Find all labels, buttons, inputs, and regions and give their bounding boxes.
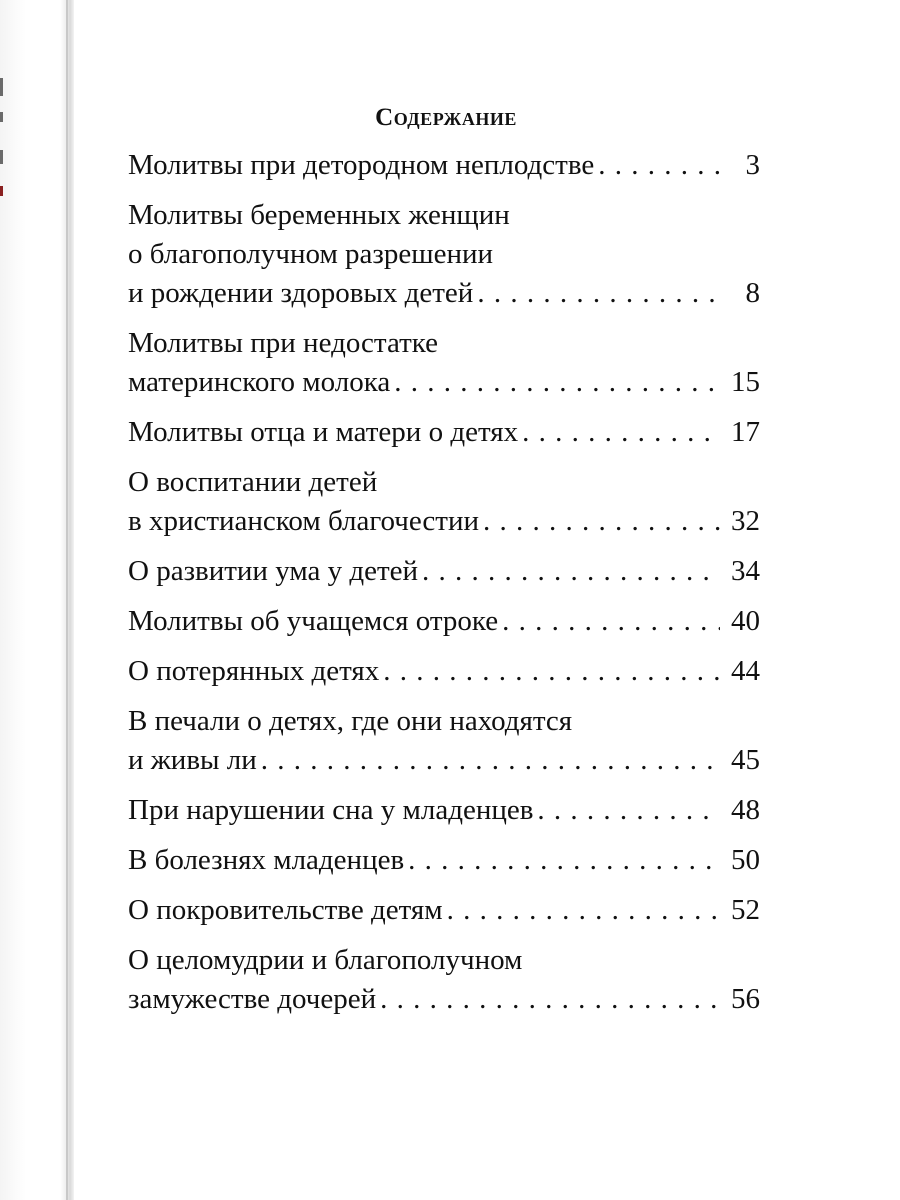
toc-entry-title-line: и живы ли [128, 744, 257, 776]
toc-entry-last-line [128, 741, 760, 780]
toc-page-number: 40 [731, 605, 760, 637]
toc-entry-title-line: О воспитании детей [128, 466, 378, 498]
toc-entry-title-line: Молитвы при недостатке [128, 327, 438, 359]
toc-page-number: 45 [731, 744, 760, 776]
toc-entry-last-line [128, 363, 760, 402]
dot-leader [379, 652, 720, 691]
toc-entry-title-line: о благополучном разрешении [128, 238, 494, 270]
edge-mark [0, 186, 3, 196]
toc-entry [128, 702, 760, 780]
toc-entry [128, 552, 760, 591]
dot-leader [594, 146, 720, 185]
toc-entry [128, 791, 760, 830]
dot-leader [479, 502, 720, 541]
toc-entry-title-line: О развитии ума у детей [128, 555, 419, 587]
toc-entry-last-line [128, 652, 760, 691]
toc-page-number: 44 [731, 655, 760, 687]
dot-leader [498, 602, 720, 641]
toc-entry-title-line: в христианском благочестии [128, 505, 480, 537]
toc-page-number: 3 [745, 149, 760, 181]
toc-entry-title-line: О покровительстве детям [128, 894, 443, 926]
toc-entry [128, 891, 760, 930]
toc-page-number: 48 [731, 794, 760, 826]
edge-mark [0, 150, 3, 164]
toc-entry-title-line: материнского молока [128, 366, 391, 398]
toc-entry-last-line [128, 274, 760, 313]
toc-entry [128, 146, 760, 185]
toc-entry-title-line: Молитвы беременных женщин [128, 199, 510, 231]
dot-leader [518, 413, 720, 452]
toc-page-number: 52 [731, 894, 760, 926]
toc-entry-title-line: замужестве дочерей [128, 983, 377, 1015]
toc-page-number: 34 [731, 555, 760, 587]
binding-gutter [0, 0, 74, 1200]
toc-entry-title-line: Молитвы отца и матери о детях [128, 416, 519, 448]
toc-entry [128, 324, 760, 402]
toc-entry-title-line: О целомудрии и благополучном [128, 944, 523, 976]
toc-entry-title-line: При нарушении сна у младенцев [128, 794, 534, 826]
toc-entry-last-line [128, 602, 760, 641]
toc-entry-last-line [128, 891, 760, 930]
toc-page-number: 17 [731, 416, 760, 448]
dot-leader [390, 363, 720, 402]
dot-leader [404, 841, 720, 880]
toc-title: Содержание [375, 104, 517, 131]
toc-page-number: 8 [745, 277, 760, 309]
toc-entry-last-line [128, 980, 760, 1019]
toc-entry [128, 941, 760, 1019]
toc-entry-title-line: О потерянных детях [128, 655, 380, 687]
toc-page-number: 50 [731, 844, 760, 876]
toc-entry [128, 652, 760, 691]
toc-entry-title-line: В болезнях младенцев [128, 844, 405, 876]
toc-entry-last-line [128, 841, 760, 880]
dot-leader [257, 741, 720, 780]
toc-entry-title-line: Молитвы об учащемся отроке [128, 605, 499, 637]
dot-leader [443, 891, 720, 930]
toc-entry-last-line [128, 791, 760, 830]
dot-leader [376, 980, 720, 1019]
toc-page-number: 15 [731, 366, 760, 398]
edge-mark [0, 78, 3, 96]
dot-leader [473, 274, 720, 313]
edge-mark [0, 112, 3, 122]
toc-entry [128, 463, 760, 541]
toc-entry-title-line: и рождении здоровых детей [128, 277, 474, 309]
toc-entry-title-line: В печали о детях, где они находятся [128, 705, 573, 737]
toc-entries [128, 146, 760, 1019]
toc-entry-last-line [128, 413, 760, 452]
toc-entry-last-line [128, 552, 760, 591]
toc-entry-title-line: Молитвы при детородном неплодстве [128, 149, 595, 181]
toc-page-number: 56 [731, 983, 760, 1015]
toc-entry [128, 841, 760, 880]
toc-entry-last-line [128, 146, 760, 185]
toc-page-number: 32 [731, 505, 760, 537]
toc-entry [128, 413, 760, 452]
toc-entry [128, 196, 760, 313]
binding-edge-line [66, 0, 68, 1200]
dot-leader [533, 791, 720, 830]
dot-leader [418, 552, 720, 591]
table-of-contents [128, 98, 760, 1030]
toc-entry-last-line [128, 502, 760, 541]
toc-entry [128, 602, 760, 641]
